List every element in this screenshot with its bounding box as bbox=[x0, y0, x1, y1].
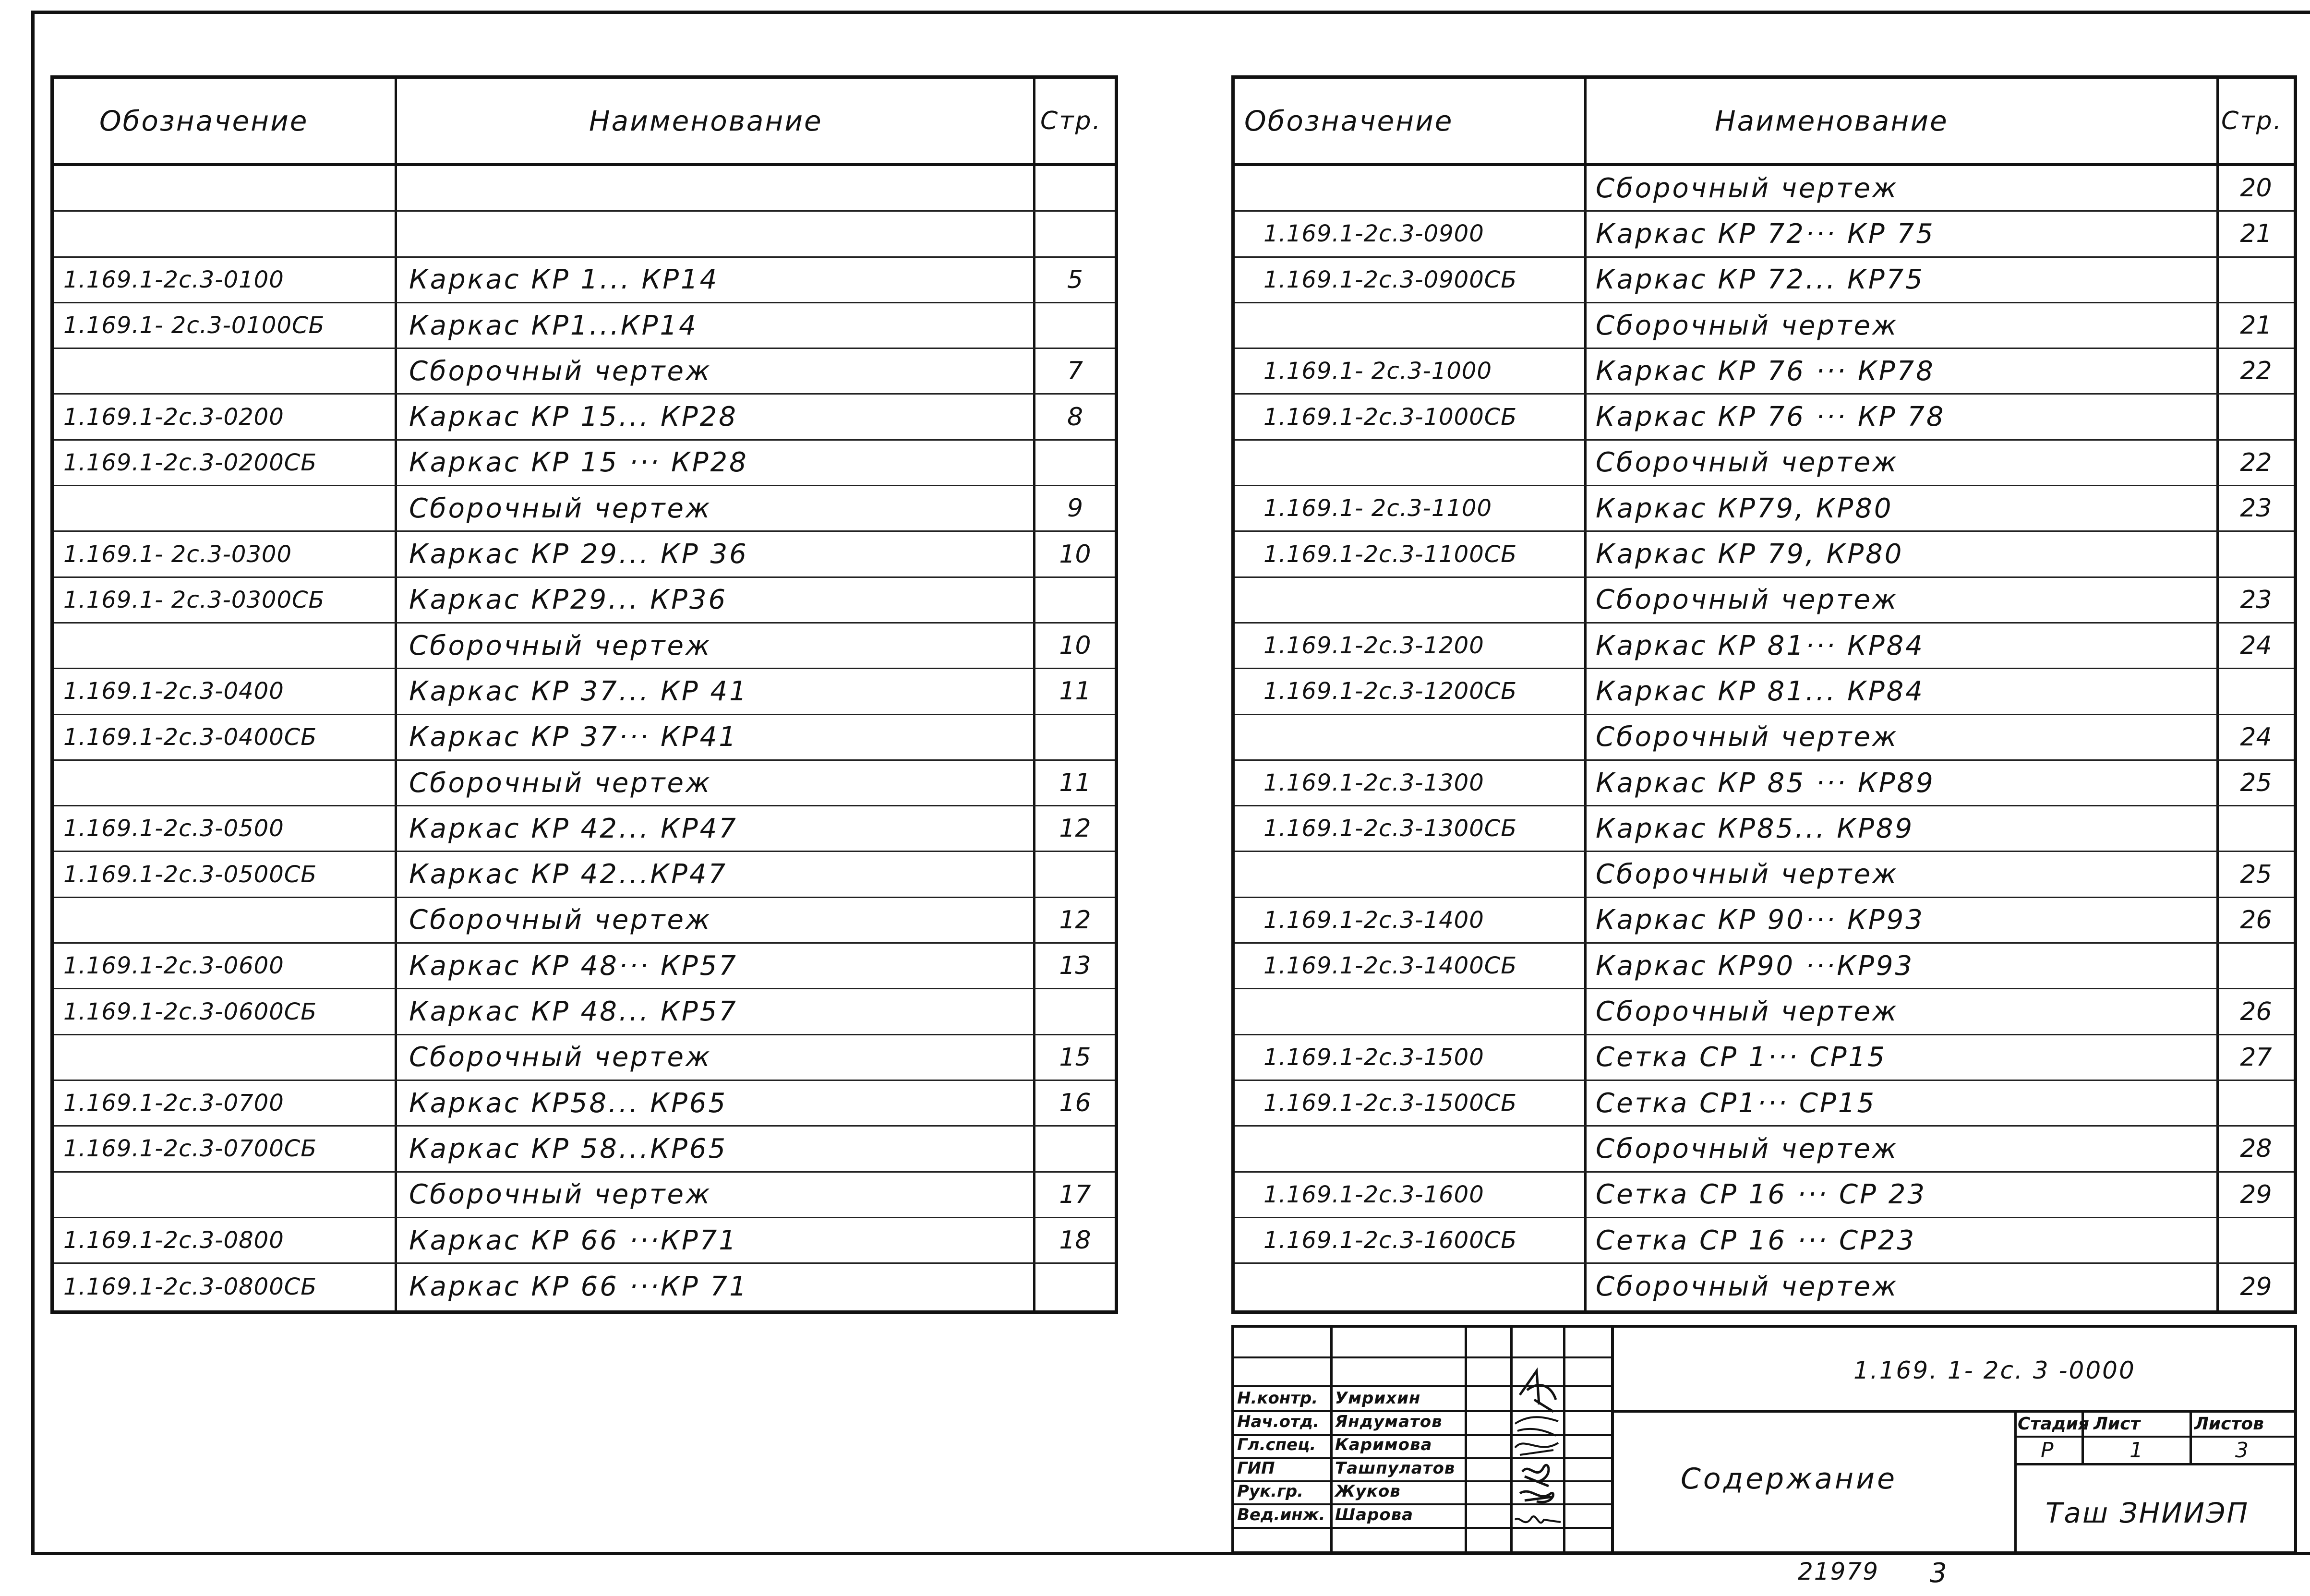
header-designation: Обозначение bbox=[1244, 105, 1454, 137]
table-row bbox=[54, 212, 1115, 257]
table-row bbox=[1235, 532, 2294, 577]
name-cell: Сборочный чертеж bbox=[1596, 996, 1899, 1028]
table-row bbox=[54, 715, 1115, 761]
page-cell: 9 bbox=[1067, 494, 1083, 523]
table-row bbox=[54, 989, 1115, 1035]
page-cell: 21 bbox=[2240, 311, 2272, 340]
name-cell: Каркас КР 76 ··· КР 78 bbox=[1596, 401, 1946, 433]
signature-role: Вед.инж. bbox=[1237, 1505, 1325, 1524]
designation-cell: 1.169.1-2с.3-1500 bbox=[1263, 1044, 1484, 1071]
name-cell: Каркас КР29... КР36 bbox=[409, 584, 728, 616]
page-cell: 26 bbox=[2240, 905, 2272, 935]
name-cell: Каркас КР 90··· КР93 bbox=[1596, 904, 1925, 936]
page-cell bbox=[2219, 806, 2293, 851]
table-row bbox=[54, 852, 1115, 898]
table-row bbox=[54, 166, 1115, 212]
designation-cell: 1.169.1-2с.3-1400СБ bbox=[1263, 952, 1517, 980]
designation-cell: 1.169.1-2с.3-1600 bbox=[1263, 1181, 1484, 1208]
signature-person: Умрихин bbox=[1335, 1389, 1421, 1408]
name-cell: Сборочный чертеж bbox=[409, 767, 712, 799]
designation-cell: 1.169.1-2с.3-1300СБ bbox=[1263, 815, 1517, 842]
page-cell bbox=[2219, 258, 2293, 302]
table-row bbox=[54, 1127, 1115, 1172]
name-cell: Каркас КР 42... КР47 bbox=[409, 813, 738, 844]
name-cell: Сетка СР 16 ··· СР23 bbox=[1596, 1224, 1916, 1256]
table-row bbox=[1235, 578, 2294, 624]
designation-cell: 1.169.1-2с.3-1500СБ bbox=[1263, 1090, 1517, 1117]
designation-cell: 1.169.1-2с.3-0200 bbox=[63, 403, 284, 431]
designation-cell: 1.169.1- 2с.3-1000 bbox=[1263, 358, 1492, 385]
signature-scribbles bbox=[1510, 1328, 1563, 1551]
signature-role: Рук.гр. bbox=[1237, 1482, 1304, 1501]
stage-value: Р bbox=[2041, 1438, 2054, 1463]
page-cell: 25 bbox=[2240, 860, 2272, 889]
designation-cell: 1.169.1-2с.3-0400СБ bbox=[63, 723, 317, 751]
signature-role: Нач.отд. bbox=[1237, 1412, 1320, 1431]
name-cell: Каркас КР 48... КР57 bbox=[409, 996, 738, 1028]
page-cell: 21 bbox=[2240, 219, 2272, 249]
page-cell bbox=[1035, 989, 1115, 1033]
stage-label: Стадия bbox=[2018, 1414, 2089, 1434]
name-cell: Сетка СР 1··· СР15 bbox=[1596, 1042, 1887, 1073]
designation-cell: 1.169.1-2с.3-1000СБ bbox=[1263, 403, 1517, 431]
name-cell: Каркас КР 15... КР28 bbox=[409, 401, 738, 433]
name-cell: Каркас КР 79, КР80 bbox=[1596, 539, 1904, 570]
page-cell: 29 bbox=[2240, 1180, 2272, 1209]
signature-person: Ташпулатов bbox=[1335, 1458, 1456, 1478]
table-row bbox=[54, 1218, 1115, 1264]
name-cell: Сборочный чертеж bbox=[1596, 1133, 1899, 1164]
table-row bbox=[54, 624, 1115, 669]
designation-cell: 1.169.1- 2с.3-0300СБ bbox=[63, 586, 325, 613]
grid-line bbox=[1611, 1410, 2297, 1413]
table-row bbox=[54, 486, 1115, 532]
name-cell: Сборочный чертеж bbox=[409, 1179, 712, 1211]
signature-person: Жуков bbox=[1335, 1482, 1401, 1501]
table-row bbox=[54, 806, 1115, 852]
table-row bbox=[1235, 1264, 2294, 1309]
page-cell: 28 bbox=[2240, 1134, 2272, 1164]
page-cell bbox=[1035, 715, 1115, 759]
name-cell: Сетка СР 16 ··· СР 23 bbox=[1596, 1179, 1926, 1211]
name-cell: Сборочный чертеж bbox=[1596, 584, 1899, 616]
table-row bbox=[1235, 715, 2294, 761]
grid-line bbox=[2014, 1410, 2017, 1551]
designation-cell: 1.169.1-2с.3-0500СБ bbox=[63, 861, 317, 888]
sheets-label: Листов bbox=[2194, 1414, 2264, 1434]
name-cell: Каркас КР 85 ··· КР89 bbox=[1596, 767, 1935, 799]
table-row bbox=[54, 441, 1115, 486]
table-row bbox=[54, 578, 1115, 624]
table-row bbox=[54, 349, 1115, 395]
table-row bbox=[1235, 898, 2294, 944]
name-cell: Каркас КР58... КР65 bbox=[409, 1087, 728, 1119]
organization: Таш ЗНИИЭП bbox=[2045, 1497, 2250, 1529]
table-row bbox=[54, 761, 1115, 806]
signature-person: Каримова bbox=[1335, 1435, 1432, 1454]
name-cell: Сборочный чертеж bbox=[409, 630, 712, 661]
name-cell: Каркас КР 76 ··· КР78 bbox=[1596, 355, 1935, 387]
table-row bbox=[1235, 1127, 2294, 1172]
page-cell: 15 bbox=[1059, 1043, 1091, 1072]
grid-line bbox=[2014, 1436, 2297, 1438]
page-cell: 10 bbox=[1059, 540, 1091, 569]
table-row bbox=[54, 1264, 1115, 1309]
name-cell: Каркас КР1...КР14 bbox=[409, 310, 698, 341]
header-page: Стр. bbox=[2221, 107, 2283, 135]
header-designation: Обозначение bbox=[99, 105, 309, 137]
designation-cell: 1.169.1-2с.3-0700 bbox=[63, 1090, 284, 1117]
designation-cell: 1.169.1-2с.3-1600СБ bbox=[1263, 1227, 1517, 1254]
page-cell bbox=[2219, 944, 2293, 988]
signature-person: Яндуматов bbox=[1335, 1412, 1443, 1431]
name-cell: Каркас КР 81··· КР84 bbox=[1596, 630, 1925, 661]
page-cell: 7 bbox=[1067, 357, 1083, 386]
page-cell: 22 bbox=[2240, 448, 2272, 477]
page-cell bbox=[1035, 212, 1115, 256]
page-cell: 26 bbox=[2240, 997, 2272, 1026]
page-cell: 23 bbox=[2240, 585, 2272, 614]
name-cell: Каркас КР 15 ··· КР28 bbox=[409, 447, 748, 479]
table-row bbox=[1235, 1173, 2294, 1218]
header-page: Стр. bbox=[1040, 107, 1102, 135]
name-cell: Каркас КР 66 ···КР 71 bbox=[409, 1271, 748, 1303]
name-cell: Каркас КР90 ···КР93 bbox=[1596, 950, 1914, 982]
page-cell: 24 bbox=[2240, 722, 2272, 752]
page-cell: 16 bbox=[1059, 1089, 1091, 1118]
grid-line bbox=[1611, 1328, 1614, 1551]
table-row bbox=[1235, 303, 2294, 349]
designation-cell: 1.169.1-2с.3-1100СБ bbox=[1263, 540, 1517, 568]
table-row bbox=[54, 1173, 1115, 1218]
name-cell: Сборочный чертеж bbox=[1596, 447, 1899, 479]
table-row bbox=[54, 258, 1115, 303]
name-cell: Каркас КР 72... КР75 bbox=[1596, 264, 1925, 296]
grid-line bbox=[2014, 1463, 2297, 1465]
name-cell: Сетка СР1··· СР15 bbox=[1596, 1087, 1876, 1119]
name-cell: Каркас КР 58...КР65 bbox=[409, 1133, 728, 1164]
page-cell bbox=[2219, 532, 2293, 576]
page-cell: 17 bbox=[1059, 1180, 1091, 1209]
name-cell: Сборочный чертеж bbox=[1596, 859, 1899, 890]
page-cell: 20 bbox=[2240, 174, 2272, 203]
contents-table-left bbox=[50, 75, 1118, 1314]
table-row bbox=[54, 944, 1115, 989]
page-cell: 27 bbox=[2240, 1043, 2272, 1072]
name-cell: Каркас КР 72··· КР 75 bbox=[1596, 218, 1935, 250]
page-cell: 29 bbox=[2240, 1272, 2272, 1301]
designation-cell: 1.169.1-2с.3-0700СБ bbox=[63, 1135, 317, 1163]
sheets-value: 3 bbox=[2235, 1438, 2249, 1463]
table-row bbox=[1235, 349, 2294, 395]
signature-person: Шарова bbox=[1335, 1505, 1414, 1524]
name-cell: Сборочный чертеж bbox=[1596, 172, 1899, 204]
name-cell: Сборочный чертеж bbox=[409, 904, 712, 936]
table-row bbox=[1235, 1218, 2294, 1264]
table-row bbox=[1235, 1081, 2294, 1127]
table-row bbox=[1235, 669, 2294, 715]
designation-cell: 1.169.1-2с.3-0600 bbox=[63, 952, 284, 980]
grid-line bbox=[1563, 1328, 1565, 1551]
page-cell: 12 bbox=[1059, 905, 1091, 935]
page-cell: 8 bbox=[1067, 402, 1083, 432]
page-cell bbox=[2219, 1081, 2293, 1125]
page-cell: 5 bbox=[1067, 265, 1083, 294]
table-row bbox=[1235, 806, 2294, 852]
page-cell bbox=[1035, 852, 1115, 897]
page-cell: 10 bbox=[1059, 631, 1091, 660]
designation-cell: 1.169.1- 2с.3-1100 bbox=[1263, 495, 1492, 522]
table-row bbox=[54, 1035, 1115, 1081]
table-row bbox=[1235, 166, 2294, 212]
designation-cell: 1.169.1-2с.3-0900 bbox=[1263, 220, 1484, 248]
page-cell: 22 bbox=[2240, 357, 2272, 386]
name-cell: Каркас КР 1... КР14 bbox=[409, 264, 719, 296]
name-cell: Каркас КР 66 ···КР71 bbox=[409, 1224, 738, 1256]
designation-cell: 1.169.1-2с.3-1300 bbox=[1263, 769, 1484, 797]
name-cell: Каркас КР 37... КР 41 bbox=[409, 675, 748, 707]
page-cell: 25 bbox=[2240, 768, 2272, 798]
designation-cell: 1.169.1- 2с.3-0300 bbox=[63, 540, 292, 568]
table-row bbox=[1235, 761, 2294, 806]
table-row bbox=[1235, 258, 2294, 303]
name-cell: Каркас КР 37··· КР41 bbox=[409, 721, 738, 753]
page-cell: 23 bbox=[2240, 494, 2272, 523]
designation-cell: 1.169.1-2с.3-1200 bbox=[1263, 632, 1484, 660]
page-cell: 13 bbox=[1059, 951, 1091, 981]
name-cell: Сборочный чертеж bbox=[409, 1042, 712, 1073]
designation-cell: 1.169.1-2с.3-0100 bbox=[63, 266, 284, 293]
table-row bbox=[54, 395, 1115, 441]
designation-cell: 1.169.1-2с.3-0800СБ bbox=[63, 1273, 317, 1300]
designation-cell: 1.169.1-2с.3-0500 bbox=[63, 815, 284, 842]
table-row bbox=[1235, 1035, 2294, 1081]
page-cell bbox=[2219, 1218, 2293, 1262]
designation-cell: 1.169.1-2с.3-1200СБ bbox=[1263, 678, 1517, 705]
page-cell: 18 bbox=[1059, 1226, 1091, 1255]
table-row bbox=[54, 898, 1115, 944]
page-cell bbox=[1035, 578, 1115, 622]
name-cell: Сборочный чертеж bbox=[1596, 310, 1899, 341]
signature-role: ГИП bbox=[1237, 1458, 1275, 1478]
table-row bbox=[1235, 212, 2294, 257]
name-cell: Каркас КР 42...КР47 bbox=[409, 859, 728, 890]
table-row bbox=[1235, 395, 2294, 441]
name-cell: Каркас КР85... КР89 bbox=[1596, 813, 1914, 844]
page-cell bbox=[1035, 1127, 1115, 1171]
designation-cell: 1.169.1- 2с.3-0100СБ bbox=[63, 312, 325, 339]
table-row bbox=[54, 1081, 1115, 1127]
document-designation: 1.169. 1- 2с. 3 -0000 bbox=[1853, 1356, 2136, 1384]
name-cell: Каркас КР 81... КР84 bbox=[1596, 675, 1925, 707]
designation-cell: 1.169.1-2с.3-0600СБ bbox=[63, 998, 317, 1025]
page-cell: 24 bbox=[2240, 631, 2272, 660]
sheet-value: 1 bbox=[2130, 1438, 2143, 1463]
table-row bbox=[1235, 944, 2294, 989]
designation-cell: 1.169.1-2с.3-0900СБ bbox=[1263, 266, 1517, 293]
designation-cell: 1.169.1-2с.3-0800 bbox=[63, 1227, 284, 1254]
page-cell bbox=[1035, 166, 1115, 210]
designation-cell: 1.169.1-2с.3-0200СБ bbox=[63, 449, 317, 476]
name-cell: Каркас КР 29... КР 36 bbox=[409, 539, 748, 570]
table-row bbox=[1235, 441, 2294, 486]
table-row bbox=[54, 669, 1115, 715]
name-cell: Сборочный чертеж bbox=[409, 355, 712, 387]
signature-role: Гл.спец. bbox=[1237, 1435, 1316, 1454]
table-row bbox=[1235, 852, 2294, 898]
page-cell bbox=[2219, 669, 2293, 713]
page-number: 3 bbox=[1930, 1558, 1947, 1589]
name-cell: Сборочный чертеж bbox=[409, 492, 712, 524]
grid-line bbox=[1465, 1328, 1467, 1551]
table-row bbox=[1235, 624, 2294, 669]
page-cell: 11 bbox=[1059, 677, 1091, 706]
header-name: Наименование bbox=[589, 105, 823, 137]
sheet-title: Содержание bbox=[1681, 1462, 1898, 1496]
page-cell bbox=[1035, 303, 1115, 348]
name-cell: Сборочный чертеж bbox=[1596, 721, 1899, 753]
table-header bbox=[1235, 79, 2294, 166]
table-row bbox=[1235, 486, 2294, 532]
page-cell bbox=[1035, 1264, 1115, 1309]
table-header bbox=[54, 79, 1115, 166]
sheet-label: Лист bbox=[2093, 1414, 2141, 1434]
contents-table-right bbox=[1231, 75, 2297, 1314]
grid-line bbox=[1330, 1328, 1333, 1551]
designation-cell: 1.169.1-2с.3-1400 bbox=[1263, 906, 1484, 934]
page-cell: 12 bbox=[1059, 814, 1091, 843]
page-cell bbox=[2219, 395, 2293, 439]
designation-cell: 1.169.1-2с.3-0400 bbox=[63, 678, 284, 705]
table-row bbox=[54, 532, 1115, 577]
signature-role: Н.контр. bbox=[1237, 1389, 1318, 1408]
table-row bbox=[54, 303, 1115, 349]
inventory-number: 21979 bbox=[1798, 1558, 1879, 1585]
table-row bbox=[1235, 989, 2294, 1035]
header-name: Наименование bbox=[1715, 105, 1949, 137]
page-cell: 11 bbox=[1059, 768, 1091, 798]
name-cell: Каркас КР79, КР80 bbox=[1596, 492, 1893, 524]
page-cell bbox=[1035, 441, 1115, 485]
title-block bbox=[1231, 1325, 2297, 1554]
name-cell: Каркас КР 48··· КР57 bbox=[409, 950, 738, 982]
name-cell: Сборочный чертеж bbox=[1596, 1271, 1899, 1303]
